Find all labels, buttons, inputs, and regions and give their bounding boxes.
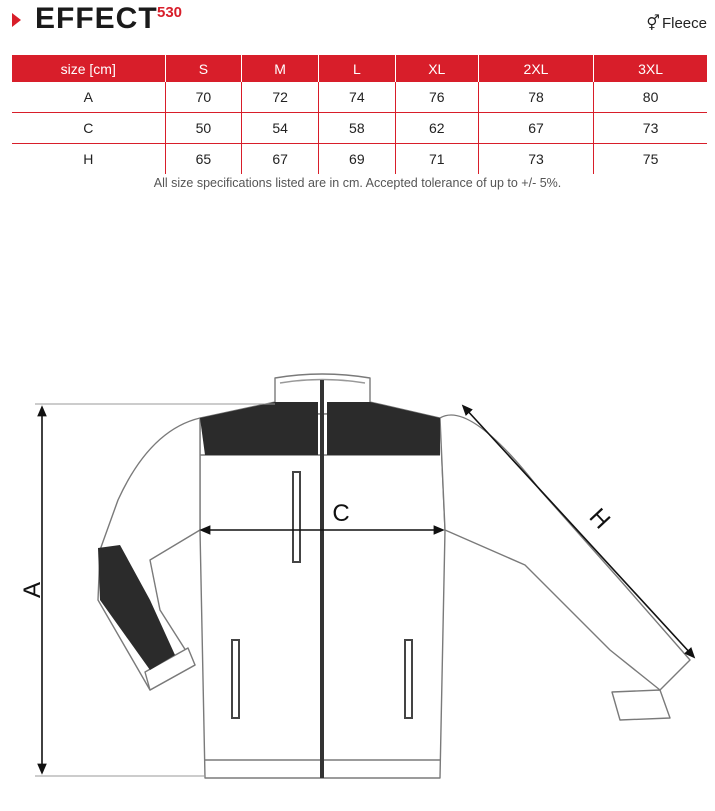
table-cell: 73 <box>594 113 707 144</box>
label-c: C <box>332 500 350 527</box>
table-cell: 65 <box>165 144 242 175</box>
header-cell: size [cm] <box>12 55 165 82</box>
table-cell: 75 <box>594 144 707 175</box>
right-cuff <box>612 690 670 720</box>
table-cell: C <box>12 113 165 144</box>
table-cell: 67 <box>242 144 319 175</box>
table-cell: 62 <box>395 113 478 144</box>
table-cell: 69 <box>318 144 395 175</box>
table-cell: 76 <box>395 82 478 113</box>
yoke-panel-right <box>327 402 440 455</box>
label-a: A <box>19 581 46 599</box>
table-header-row <box>12 55 707 82</box>
header <box>0 0 715 46</box>
yoke-panel-left <box>200 402 318 455</box>
table-cell: 58 <box>318 113 395 144</box>
table-cell: 50 <box>165 113 242 144</box>
jacket-measurement-diagram <box>0 360 715 800</box>
header-cell: XL <box>395 55 478 82</box>
label-h: H <box>583 503 616 535</box>
triangle-marker-icon <box>12 13 21 27</box>
table-cell: 67 <box>478 113 593 144</box>
size-table <box>12 55 707 174</box>
material-info <box>646 14 707 32</box>
header-cell: S <box>165 55 242 82</box>
unisex-icon: ⚥ <box>646 15 660 32</box>
tolerance-note: All size specifications listed are in cm. Accepted tolerance of up to +/- 5%. <box>153 176 562 190</box>
table-cell: 78 <box>478 82 593 113</box>
table-cell: 72 <box>242 82 319 113</box>
table-row <box>12 82 707 113</box>
table-cell: 54 <box>242 113 319 144</box>
table-cell: 73 <box>478 144 593 175</box>
header-cell: L <box>318 55 395 82</box>
table-cell: 70 <box>165 82 242 113</box>
product-code: 530 <box>157 4 183 21</box>
table-cell: A <box>12 82 165 113</box>
header-cell: 2XL <box>478 55 593 82</box>
product-title: EFFECT <box>35 2 158 35</box>
table-cell: 80 <box>594 82 707 113</box>
right-sleeve <box>440 415 690 690</box>
header-cell: 3XL <box>594 55 707 82</box>
material-label: Fleece <box>661 15 707 32</box>
table-row <box>12 113 707 144</box>
table-cell: H <box>83 151 94 167</box>
header-cell: M <box>242 55 319 82</box>
table-row <box>12 144 707 175</box>
table-cell: 74 <box>318 82 395 113</box>
table-cell: 71 <box>395 144 478 175</box>
